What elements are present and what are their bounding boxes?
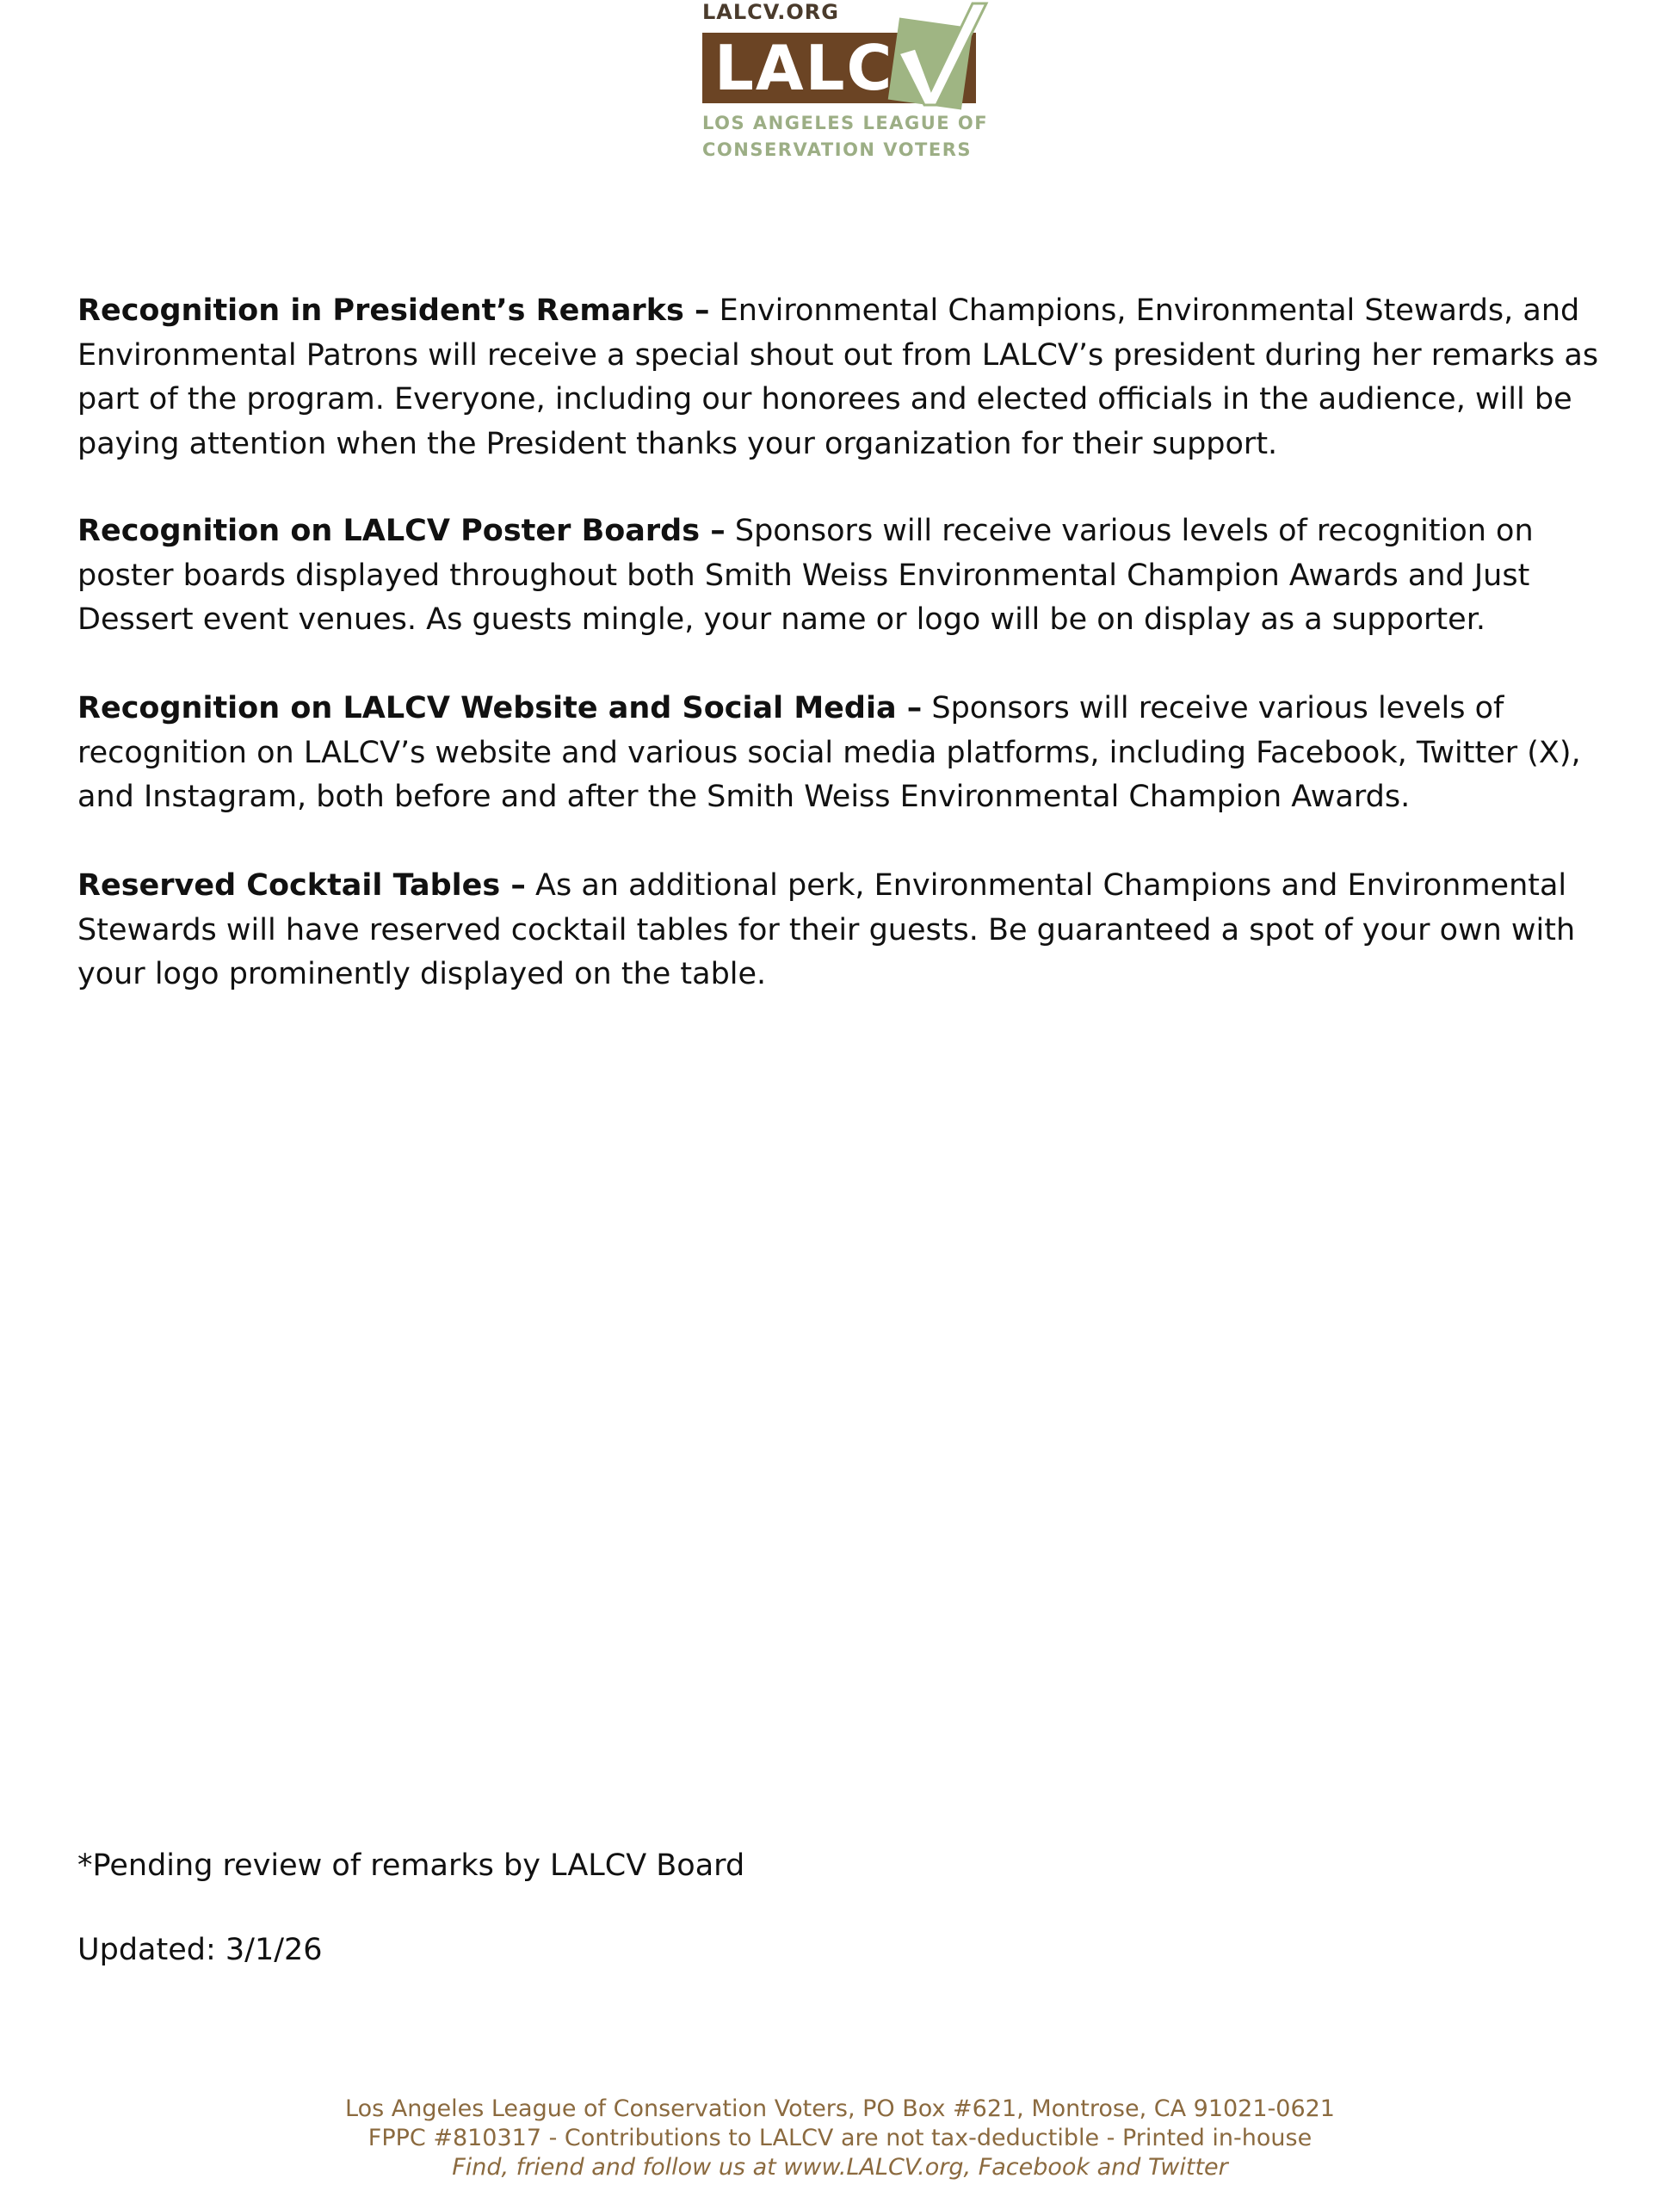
logo-url-text: LALCV.ORG <box>702 0 839 24</box>
checkmark-icon <box>886 0 990 112</box>
section-cocktail-tables <box>77 864 1618 997</box>
footer-follow-us: Find, friend and follow us at www.LALCV.org, Facebook and Twitter <box>452 2154 1228 2181</box>
section-poster-boards <box>77 509 1618 643</box>
lalcv-logo <box>699 0 991 168</box>
section-heading: Reserved Cocktail Tables – <box>77 868 526 903</box>
section-heading: Recognition on LALCV Poster Boards – <box>77 514 726 548</box>
updated-date: Updated: 3/1/26 <box>77 1933 323 1967</box>
logo-subtitle-line2: CONSERVATION VOTERS <box>702 139 973 160</box>
section-website-social <box>77 687 1618 820</box>
section-body: Environmental Champions, Environmental Stewards, and Environmental Patrons will receive a special shout out from LALCV’s president during her remarks as part of the program. Everyone, including our honorees and elected officials in the audience, will be paying attention when the President thanks your organization for their support. <box>77 293 1599 461</box>
section-heading: Recognition in President’s Remarks – <box>77 293 710 328</box>
pending-review-note: *Pending review of remarks by LALCV Board <box>77 1848 745 1883</box>
section-presidents-remarks <box>77 289 1618 466</box>
footer-fppc: FPPC #810317 - Contributions to LALCV are not tax-deductible - Printed in-house <box>368 2125 1312 2151</box>
section-body: Sponsors will receive various levels of recognition on poster boards displayed throughout both Smith Weiss Environmental Champion Awards and Just Dessert event venues. As guests mingle, your name or logo will be on display as a supporter. <box>77 514 1534 637</box>
logo-subtitle-line1: LOS ANGELES LEAGUE OF <box>702 113 989 133</box>
logo-wordmark: LALC <box>714 32 894 104</box>
section-body: Sponsors will receive various levels of recognition on LALCV’s website and various social media platforms, including Facebook, Twitter (X), and Instagram, both before and after the Smith Weiss Environmental Champion Awards. <box>77 691 1581 814</box>
section-heading: Recognition on LALCV Website and Social Media – <box>77 691 923 725</box>
footer-address: Los Angeles League of Conservation Voters, PO Box #621, Montrose, CA 91021-0621 <box>345 2095 1335 2122</box>
footer <box>0 2095 1680 2182</box>
section-body: As an additional perk, Environmental Champions and Environmental Stewards will have reserved cocktail tables for their guests. Be guaranteed a spot of your own with your logo prominently displayed on the table. <box>77 868 1576 991</box>
